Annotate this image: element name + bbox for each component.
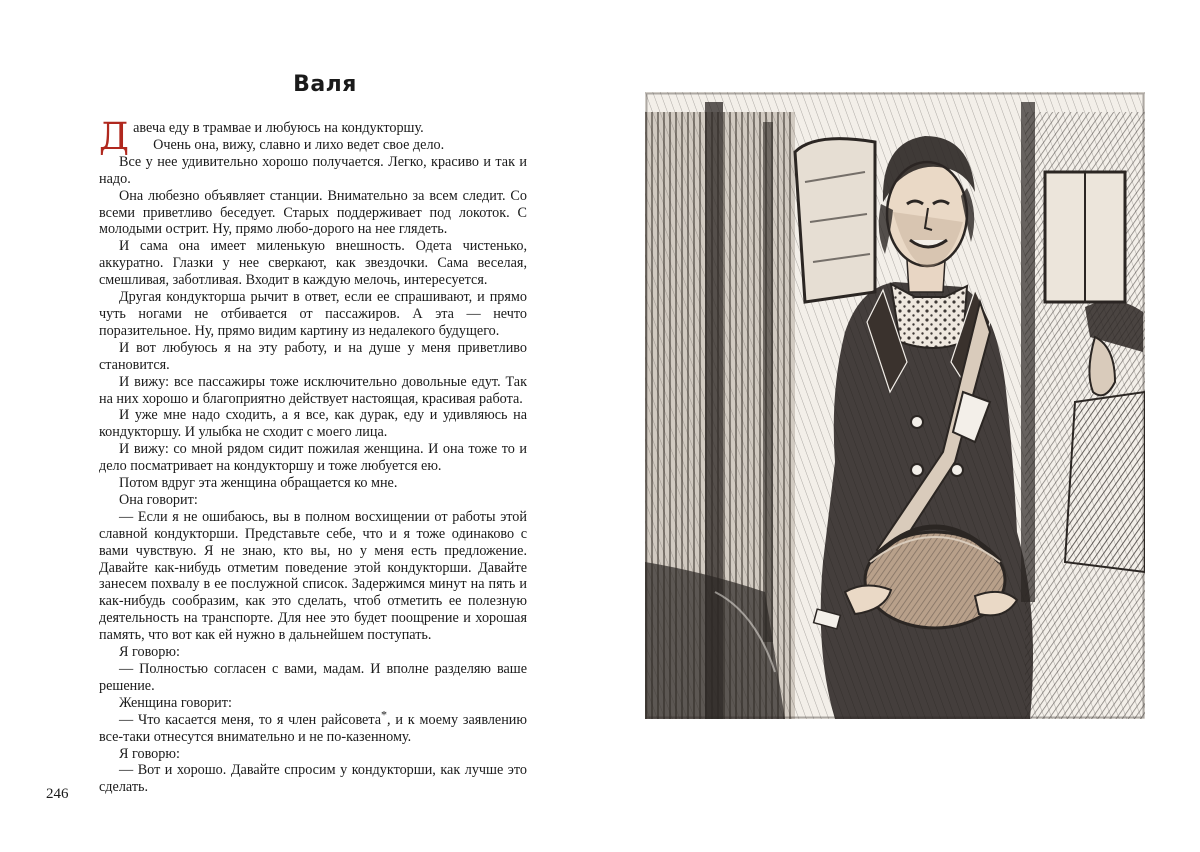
paragraph: И вижу: все пассажиры тоже исключительно довольные едут. Так на них хорошо и благоприятно действует настоящая, красивая работа. xyxy=(99,373,527,407)
paragraph: Очень она, вижу, славно и лихо ведет свое дело. xyxy=(153,136,445,153)
footnote-mark[interactable]: * xyxy=(381,706,388,721)
illustration-drawing xyxy=(645,92,1145,719)
page-number: 246 xyxy=(46,786,69,802)
left-page xyxy=(99,70,527,796)
paragraph: Потом вдруг эта женщина обращается ко мне. xyxy=(119,475,398,492)
footnoted-paragraph xyxy=(99,706,527,746)
paragraph: Я говорю: xyxy=(119,644,180,661)
paragraph: Другая кондукторша рычит в ответ, если ее спрашивают, и прямо чуть ногами не отбивается от пассажиров. А эта — нечто поразительное. Ну, прямо видим картину из недалекого будущего. xyxy=(99,289,527,339)
conductor-illustration xyxy=(645,92,1145,719)
paragraph: И вот любуюсь я на эту работу, и на душе у меня приветливо становится. xyxy=(99,339,527,373)
opening-text: авеча еду в трамвае и любуюсь на кондукторшу. xyxy=(133,120,424,136)
paragraph: Я говорю: xyxy=(119,745,180,762)
paragraph: И вижу: со мной рядом сидит пожилая женщина. И она тоже то и дело посматривает на кондукторшу и тоже любуется ею. xyxy=(99,441,527,475)
paragraph: — Если я не ошибаюсь, вы в полном восхищении от работы этой славной кондукторши. Представьте себе, что и я тоже одинаково с вами чувствую. Я не знаю, кто вы, но у меня есть предложение. Давайте как-нибудь отметим поведение этой кондукторши. Давайте занесем похвалу в ее послужной список. Задержимся минут на пять и как-нибудь сообразим, как это сделать, чтоб отметить ее полезную деятельность на транспорте. Для нее это будет поощрение и хорошая память, что вот как ей нужно в дальнейшем поступать. xyxy=(99,508,527,644)
paragraph: — Вот и хорошо. Давайте спросим у кондукторши, как лучше это сделать. xyxy=(99,762,527,796)
paragraph: Женщина говорит: xyxy=(119,694,232,711)
drop-cap: Д xyxy=(99,115,130,158)
chapter-title: Валя xyxy=(293,72,357,97)
footnoted-text-before: — Что касается меня, то я член райсовета xyxy=(119,711,382,728)
chapter-body xyxy=(99,115,527,796)
paragraph: Все у нее удивительно хорошо получается. Легко, красиво и так и надо. xyxy=(99,153,527,187)
paragraph: Она говорит: xyxy=(119,491,198,508)
paragraph: Она любезно объявляет станции. Внимательно за всем следит. Со всеми приветливо беседует. Старых поддерживает под локоток. С молодыми острит. Ну, прямо любо-дорого на нее глядеть. xyxy=(99,187,527,238)
paragraph: — Полностью согласен с вами, мадам. И вполне разделяю ваше решение. xyxy=(99,661,527,694)
paragraph: И уже мне надо сходить, а я все, как дурак, еду и удивляюсь на кондукторшу. И улыбка не сходит с моего лица. xyxy=(99,407,527,441)
footnoted-text-after: , и к моему заявлению все-таки отнесутся внимательно и не по-казенному. xyxy=(99,711,527,745)
paragraph: И сама она имеет миленькую внешность. Одета чистенько, аккуратно. Глазки у нее сверкают, как звездочки. Сама веселая, смешливая, заботливая. Входит в каждую мелочь, интересуется. xyxy=(99,238,527,289)
